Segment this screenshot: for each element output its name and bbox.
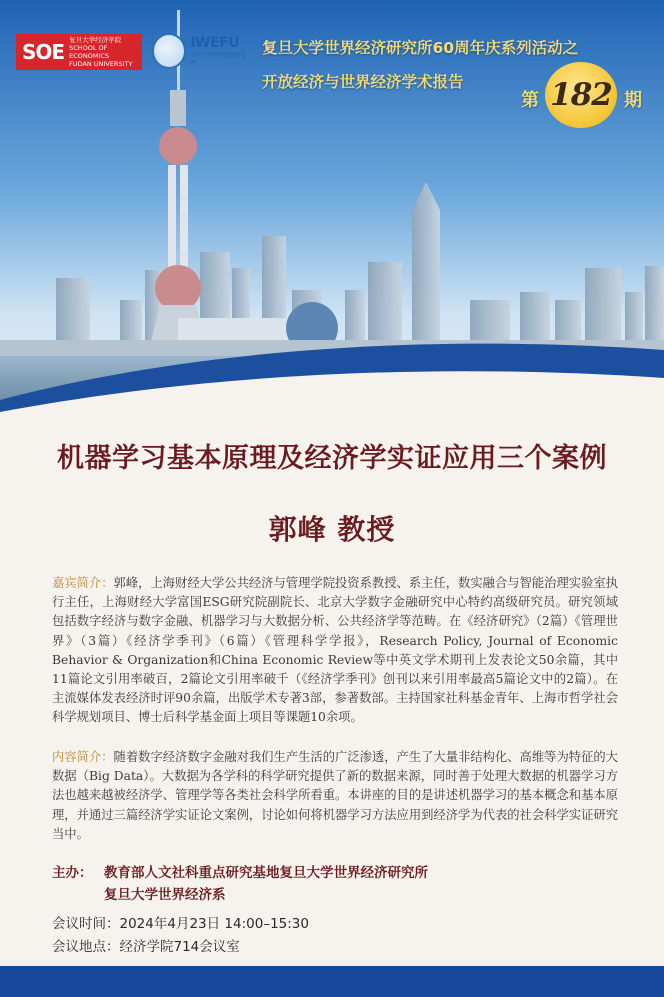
meeting-time-value: 2024年4月23日 14:00–15:30 [119, 916, 309, 932]
iwefu-logo-subtext: 复旦大学世界经济研究所 [190, 53, 246, 67]
soe-logo-text: SOE [22, 40, 65, 64]
series-title-line1: 复旦大学世界经济研究所60周年庆系列活动之 [262, 39, 579, 57]
speaker-name: 郭峰 教授 [268, 513, 396, 546]
issue-prefix: 第 [521, 90, 539, 111]
intro-text: 随着数字经济数字金融对我们生产生活的广泛渗透，产生了大量非结构化、高维等为特征的大数据（Big Data）。大数据为各学科的科学研究提供了新的数据来源，同时善于处理大数据的机器学习方法也越来越被经济学、管理学等各类社会科学所看重。本讲座的目的是讲述机器学习的基本概念和基本原理，并通过三篇经济学实证论文案例，讨论如何将机器学习方法应用到经济学为代表的社会科学实证研究当中。 [52, 750, 618, 841]
bio-label: 嘉宾简介： [52, 576, 114, 590]
lecture-title: 机器学习基本原理及经济学实证应用三个案例 [57, 443, 607, 474]
meeting-place [52, 935, 240, 955]
series-title-line2: 开放经济与世界经济学术报告 [262, 73, 464, 91]
meeting-time-label: 会议时间： [52, 916, 120, 932]
organizer-block [52, 862, 428, 906]
meeting-place-value: 经济学院714会议室 [119, 939, 240, 955]
soe-logo-subtext: 复旦大学经济学院 SCHOOL OF ECONOMICS FUDAN UNIVERSITY [69, 36, 133, 68]
intro-label: 内容简介： [52, 750, 114, 764]
issue-suffix: 期 [624, 90, 642, 111]
organizer-line1: 教育部人文社科重点研究基地复旦大学世界经济研究所 [104, 865, 428, 881]
iwefu-logo [152, 30, 248, 72]
issue-number: 182 [550, 77, 612, 113]
footer-bar [0, 966, 664, 997]
iwefu-logo-text: IWEFU [190, 35, 240, 51]
organizer-line2: 复旦大学世界经济系 [104, 887, 226, 903]
meeting-time [52, 912, 309, 932]
bio-text: 郭峰，上海财经大学公共经济与管理学院投资系教授、系主任，数实融合与智能治理实验室执行主任，上海财经大学富国ESG研究院副院长、北京大学数字金融研究中心特约高级研究员。研究领域包括数字经济与数字金融、机器学习与大数据分析、公共经济学等范畴。在《经济研究》（2篇）《管理世界》（3篇）《经济学季刊》（6篇）《管理科学学报》，Research Policy, Journal of Economic Behavior & Organization和China Economic Review等中英文学术期刊上发表论文50余篇，其中11篇论文引用率破百，2篇论文引用率破千（《经济学季刊》创刊以来引用率最高5篇论文中的2篇）。在主流媒体发表经济时评90余篇，出版学术专著3部，参著数部。主持国家社科基金青年、上海市哲学社会科学规划项目、博士后科学基金面上项目等课题10余项。 [52, 576, 618, 725]
content-intro [52, 748, 618, 844]
speaker-bio [52, 574, 618, 728]
globe-icon [152, 33, 186, 69]
organizer-label: 主办： [52, 865, 93, 881]
soe-logo [16, 34, 142, 70]
issue-badge [545, 62, 617, 128]
meeting-place-label: 会议地点： [52, 939, 120, 955]
